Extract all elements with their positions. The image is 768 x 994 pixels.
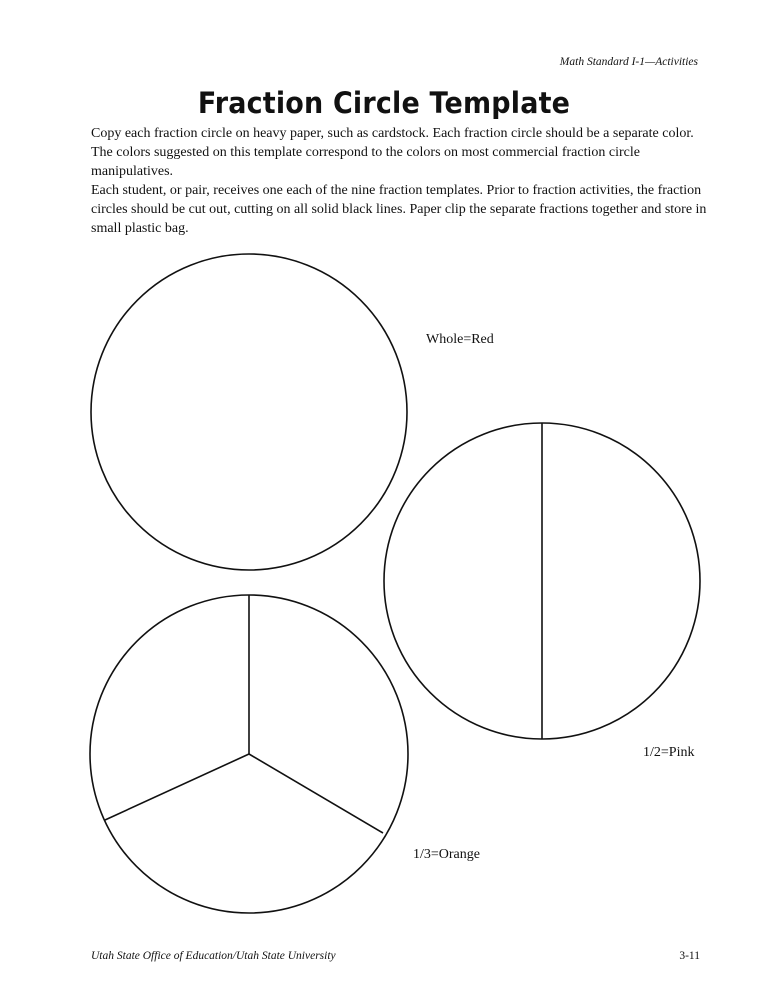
whole-label: Whole=Red — [426, 332, 494, 347]
third-circle-divider-right — [249, 754, 383, 833]
intro-paragraph-1: Copy each fraction circle on heavy paper, such as cardstock. Each fraction circle should be a separate color. The colors suggested on this template correspond to the colors on most commercial fraction circle manipulatives. — [91, 126, 694, 179]
third-circle-divider-left — [105, 754, 249, 820]
footer-source: Utah State Office of Education/Utah State University — [91, 950, 336, 962]
whole-circle — [91, 254, 407, 570]
page-header: Math Standard I-1—Activities — [559, 56, 698, 68]
third-label: 1/3=Orange — [413, 847, 480, 862]
page-title: Fraction Circle Template — [197, 86, 571, 120]
page-number: 3-11 — [679, 950, 700, 962]
half-label: 1/2=Pink — [643, 745, 695, 760]
intro-paragraph-2: Each student, or pair, receives one each of the nine fraction templates. Prior to fraction activities, the fraction circles should be cut out, cutting on all solid black lines. Paper clip the separate fractions together and store in small plastic bag. — [91, 183, 707, 236]
